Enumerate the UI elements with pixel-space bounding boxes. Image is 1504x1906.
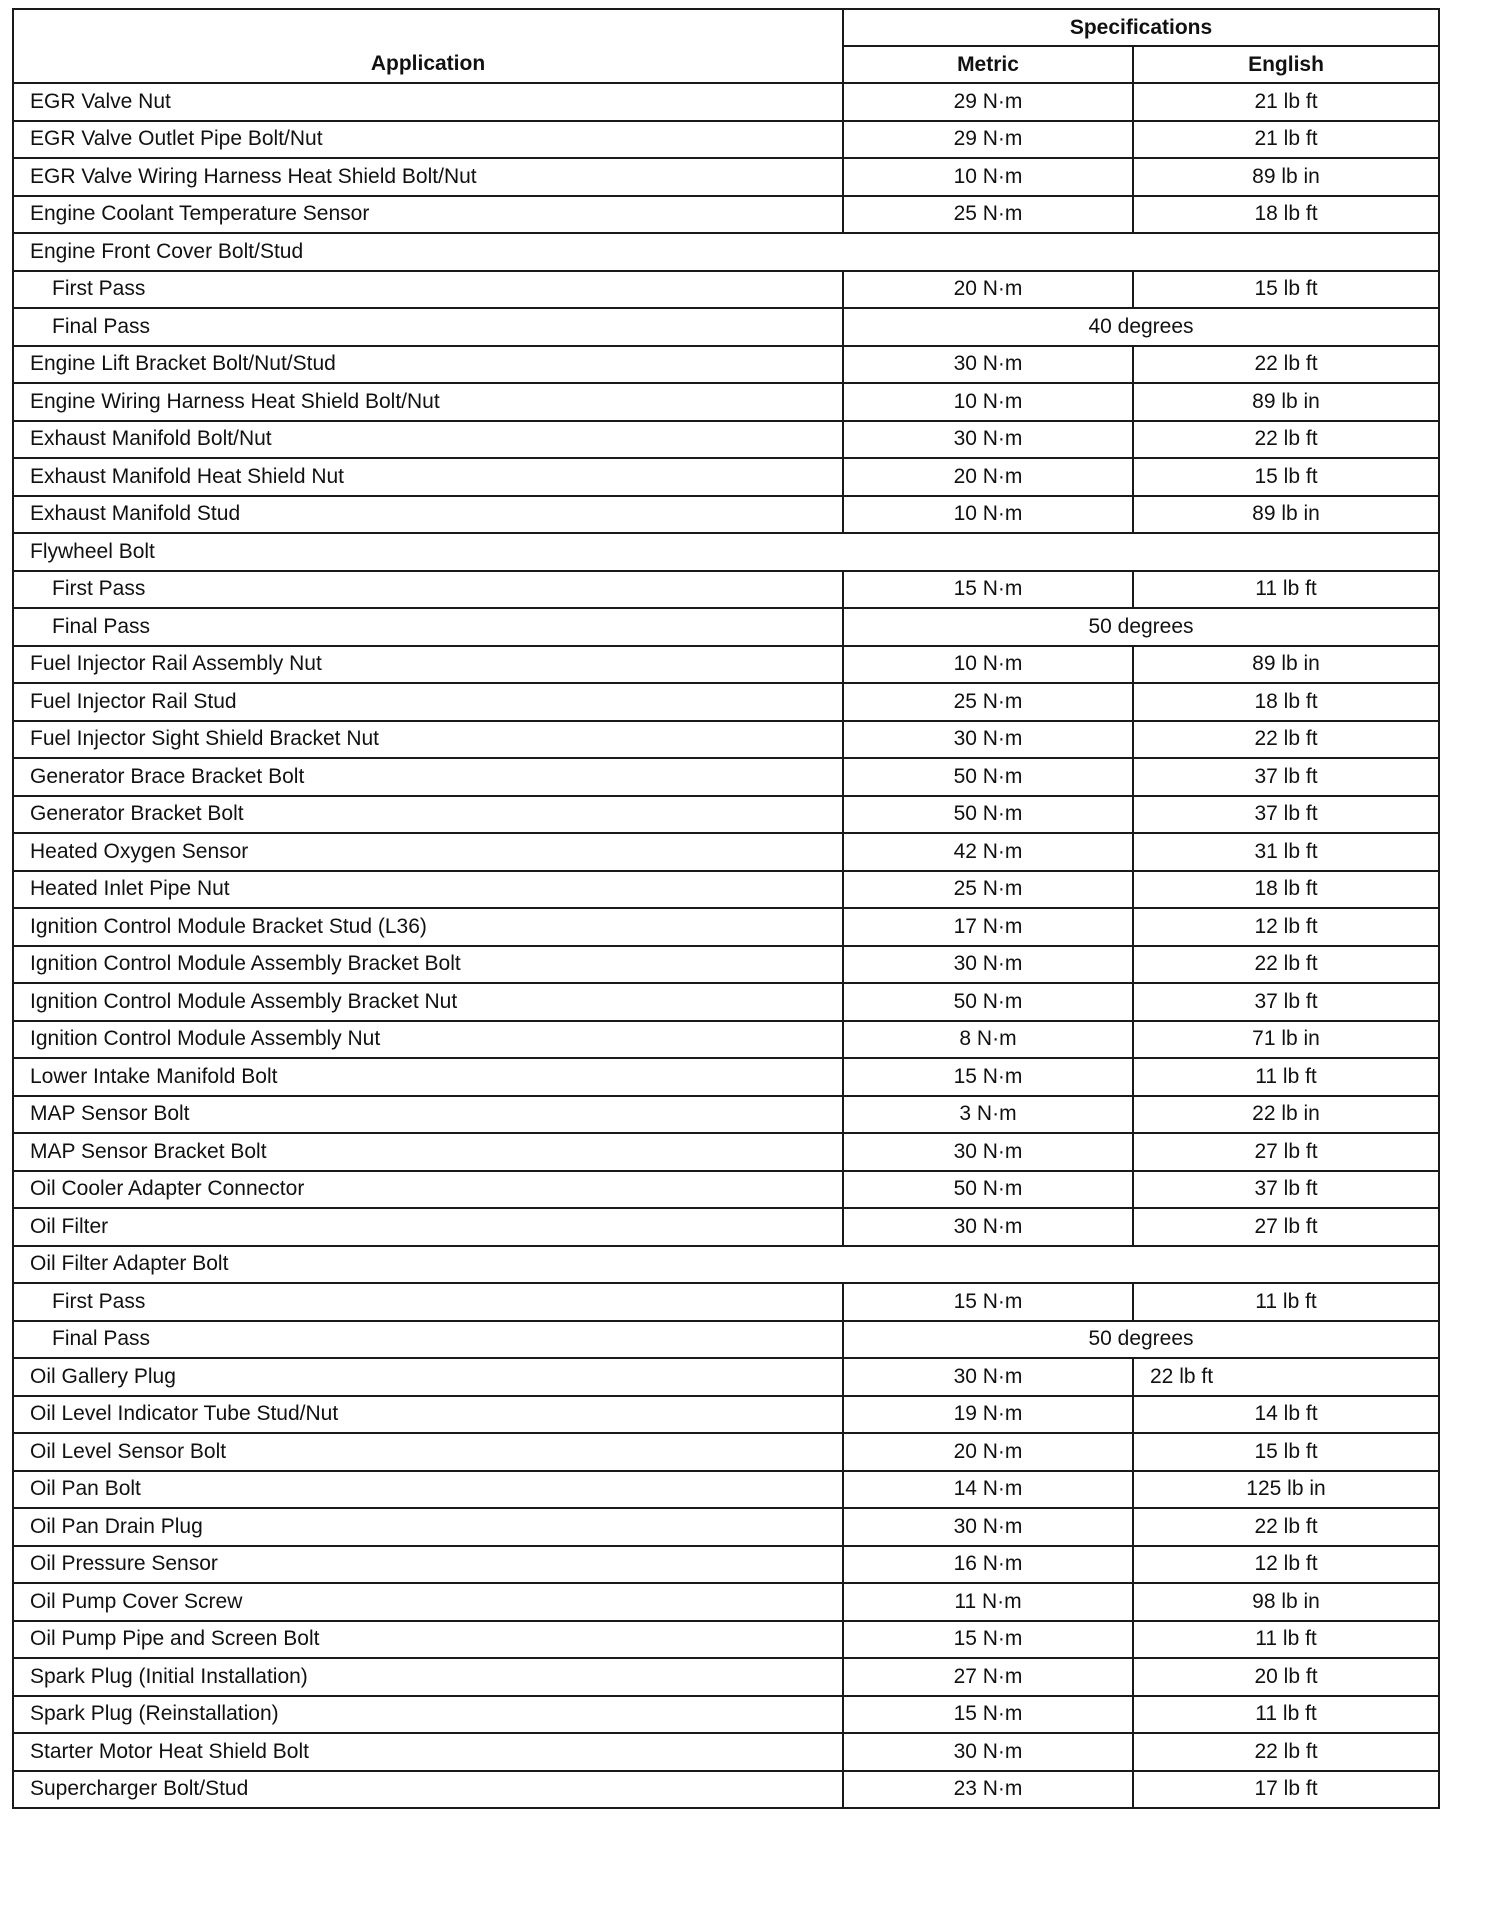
metric-value-cell: 42 N·m [843,833,1133,871]
application-cell: Spark Plug (Reinstallation) [13,1696,843,1734]
metric-value-cell: 11 N·m [843,1583,1133,1621]
sub-application-cell: Final Pass [13,608,843,646]
english-value-cell: 27 lb ft [1133,1208,1439,1246]
english-value-cell: 11 lb ft [1133,1696,1439,1734]
metric-value-cell: 15 N·m [843,571,1133,609]
english-value-cell: 22 lb in [1133,1096,1439,1134]
english-column-header: English [1133,46,1439,83]
english-value-cell: 21 lb ft [1133,83,1439,121]
table-row [13,1508,1439,1546]
english-value-cell: 12 lb ft [1133,908,1439,946]
metric-value-cell: 20 N·m [843,1433,1133,1471]
table-row [13,1733,1439,1771]
header-row-top [13,9,1439,46]
table-row [13,646,1439,684]
table-row [13,1396,1439,1434]
table-row [13,1621,1439,1659]
english-value-cell: 11 lb ft [1133,1621,1439,1659]
table-group-row [13,233,1439,271]
application-cell: Heated Oxygen Sensor [13,833,843,871]
table-row [13,1583,1439,1621]
metric-value-cell: 50 N·m [843,758,1133,796]
table-row [13,1171,1439,1209]
english-value-cell: 17 lb ft [1133,1771,1439,1809]
application-cell: EGR Valve Outlet Pipe Bolt/Nut [13,121,843,159]
metric-value-cell: 17 N·m [843,908,1133,946]
application-cell: Oil Pump Pipe and Screen Bolt [13,1621,843,1659]
table-row [13,1546,1439,1584]
application-cell: Flywheel Bolt [13,533,843,571]
application-column-header: Application [13,9,843,83]
sub-application-cell: First Pass [13,571,843,609]
table-row [13,983,1439,1021]
table-row [13,1321,1439,1359]
sub-application-cell: Final Pass [13,1321,843,1359]
english-value-cell: 21 lb ft [1133,121,1439,159]
table-row [13,1358,1439,1396]
application-cell: Oil Filter Adapter Bolt [13,1246,843,1284]
table-row [13,458,1439,496]
application-cell: Ignition Control Module Assembly Bracket Nut [13,983,843,1021]
metric-value-cell: 3 N·m [843,1096,1133,1134]
english-value-cell: 22 lb ft [1133,421,1439,459]
english-value-cell: 14 lb ft [1133,1396,1439,1434]
english-value-cell: 22 lb ft [1133,346,1439,384]
table-row [13,158,1439,196]
metric-value-cell: 20 N·m [843,458,1133,496]
table-body [13,83,1439,1808]
english-value-cell: 22 lb ft [1133,946,1439,984]
english-value-cell: 15 lb ft [1133,271,1439,309]
metric-value-cell: 30 N·m [843,1733,1133,1771]
table-row [13,833,1439,871]
english-value-cell: 22 lb ft [1133,1733,1439,1771]
table-row [13,83,1439,121]
application-cell: Heated Inlet Pipe Nut [13,871,843,909]
english-value-cell: 22 lb ft [1133,1508,1439,1546]
angle-spec-cell: 50 degrees [843,1321,1439,1359]
sub-application-cell: First Pass [13,1283,843,1321]
application-cell: Engine Front Cover Bolt/Stud [13,233,843,271]
sub-application-cell: Final Pass [13,308,843,346]
metric-value-cell: 50 N·m [843,983,1133,1021]
table-row [13,421,1439,459]
english-value-cell: 11 lb ft [1133,1283,1439,1321]
table-row [13,871,1439,909]
metric-value-cell: 30 N·m [843,1133,1133,1171]
table-row [13,946,1439,984]
metric-value-cell: 14 N·m [843,1471,1133,1509]
sub-application-cell: First Pass [13,271,843,309]
application-cell: Generator Bracket Bolt [13,796,843,834]
application-cell: Oil Gallery Plug [13,1358,843,1396]
application-cell: Exhaust Manifold Bolt/Nut [13,421,843,459]
english-value-cell: 22 lb ft [1133,721,1439,759]
table-row [13,383,1439,421]
application-cell: Generator Brace Bracket Bolt [13,758,843,796]
metric-value-cell: 10 N·m [843,646,1133,684]
english-value-cell: 125 lb in [1133,1471,1439,1509]
english-value-cell: 37 lb ft [1133,983,1439,1021]
english-value-cell: 89 lb in [1133,646,1439,684]
english-value-cell: 15 lb ft [1133,458,1439,496]
english-value-cell: 18 lb ft [1133,871,1439,909]
empty-spec-cell [843,233,1439,271]
metric-value-cell: 25 N·m [843,196,1133,234]
english-value-cell: 15 lb ft [1133,1433,1439,1471]
specifications-column-header: Specifications [843,9,1439,46]
table-row [13,308,1439,346]
english-value-cell: 98 lb in [1133,1583,1439,1621]
application-cell: Oil Level Sensor Bolt [13,1433,843,1471]
application-cell: Oil Pump Cover Screw [13,1583,843,1621]
application-cell: Ignition Control Module Assembly Nut [13,1021,843,1059]
english-value-cell: 20 lb ft [1133,1658,1439,1696]
metric-value-cell: 25 N·m [843,871,1133,909]
metric-value-cell: 19 N·m [843,1396,1133,1434]
metric-value-cell: 30 N·m [843,1208,1133,1246]
table-row [13,571,1439,609]
application-cell: Fuel Injector Rail Assembly Nut [13,646,843,684]
metric-value-cell: 15 N·m [843,1058,1133,1096]
english-value-cell: 37 lb ft [1133,1171,1439,1209]
english-value-cell: 11 lb ft [1133,571,1439,609]
metric-value-cell: 23 N·m [843,1771,1133,1809]
table-row [13,721,1439,759]
table-row [13,1471,1439,1509]
application-cell: Oil Pan Bolt [13,1471,843,1509]
table-row [13,796,1439,834]
metric-value-cell: 29 N·m [843,83,1133,121]
application-cell: MAP Sensor Bracket Bolt [13,1133,843,1171]
english-value-cell: 11 lb ft [1133,1058,1439,1096]
english-value-cell: 89 lb in [1133,158,1439,196]
application-cell: Ignition Control Module Bracket Stud (L36) [13,908,843,946]
application-cell: Exhaust Manifold Stud [13,496,843,534]
english-value-cell: 37 lb ft [1133,796,1439,834]
metric-value-cell: 16 N·m [843,1546,1133,1584]
metric-value-cell: 15 N·m [843,1283,1133,1321]
metric-value-cell: 15 N·m [843,1621,1133,1659]
table-row [13,608,1439,646]
table-row [13,1208,1439,1246]
table-row [13,683,1439,721]
application-cell: Engine Wiring Harness Heat Shield Bolt/Nut [13,383,843,421]
table-group-row [13,1246,1439,1284]
table-row [13,1133,1439,1171]
application-cell: Oil Pressure Sensor [13,1546,843,1584]
empty-spec-cell [843,533,1439,571]
table-row [13,1096,1439,1134]
application-cell: EGR Valve Wiring Harness Heat Shield Bolt/Nut [13,158,843,196]
metric-value-cell: 29 N·m [843,121,1133,159]
english-value-cell: 12 lb ft [1133,1546,1439,1584]
table-row [13,1696,1439,1734]
metric-value-cell: 30 N·m [843,421,1133,459]
metric-value-cell: 10 N·m [843,383,1133,421]
fastener-specifications-sheet [12,8,1438,1809]
application-cell: Oil Cooler Adapter Connector [13,1171,843,1209]
metric-value-cell: 50 N·m [843,1171,1133,1209]
english-value-cell: 89 lb in [1133,383,1439,421]
application-cell: Ignition Control Module Assembly Bracket Bolt [13,946,843,984]
metric-value-cell: 30 N·m [843,721,1133,759]
application-cell: Fuel Injector Rail Stud [13,683,843,721]
application-cell: Oil Level Indicator Tube Stud/Nut [13,1396,843,1434]
table-row [13,271,1439,309]
english-value-cell: 18 lb ft [1133,196,1439,234]
metric-value-cell: 50 N·m [843,796,1133,834]
table-row [13,121,1439,159]
empty-spec-cell [843,1246,1439,1284]
application-cell: Engine Coolant Temperature Sensor [13,196,843,234]
application-cell: Spark Plug (Initial Installation) [13,1658,843,1696]
metric-value-cell: 8 N·m [843,1021,1133,1059]
metric-value-cell: 25 N·m [843,683,1133,721]
metric-value-cell: 30 N·m [843,1358,1133,1396]
table-row [13,1658,1439,1696]
english-value-cell: 37 lb ft [1133,758,1439,796]
table-row [13,1058,1439,1096]
application-cell: Lower Intake Manifold Bolt [13,1058,843,1096]
metric-value-cell: 10 N·m [843,496,1133,534]
metric-value-cell: 15 N·m [843,1696,1133,1734]
application-cell: Engine Lift Bracket Bolt/Nut/Stud [13,346,843,384]
metric-column-header: Metric [843,46,1133,83]
table-row [13,908,1439,946]
application-cell: Oil Pan Drain Plug [13,1508,843,1546]
table-row [13,1283,1439,1321]
application-cell: Fuel Injector Sight Shield Bracket Nut [13,721,843,759]
table-row [13,1021,1439,1059]
english-value-cell: 22 lb ft [1133,1358,1439,1396]
table-row [13,1771,1439,1809]
english-value-cell: 31 lb ft [1133,833,1439,871]
metric-value-cell: 27 N·m [843,1658,1133,1696]
english-value-cell: 18 lb ft [1133,683,1439,721]
table-group-row [13,533,1439,571]
fastener-torque-table [12,8,1440,1809]
table-row [13,196,1439,234]
english-value-cell: 89 lb in [1133,496,1439,534]
metric-value-cell: 30 N·m [843,346,1133,384]
application-cell: Supercharger Bolt/Stud [13,1771,843,1809]
table-row [13,1433,1439,1471]
table-row [13,758,1439,796]
angle-spec-cell: 40 degrees [843,308,1439,346]
application-cell: Oil Filter [13,1208,843,1246]
application-cell: EGR Valve Nut [13,83,843,121]
metric-value-cell: 30 N·m [843,946,1133,984]
application-cell: Exhaust Manifold Heat Shield Nut [13,458,843,496]
english-value-cell: 71 lb in [1133,1021,1439,1059]
application-cell: MAP Sensor Bolt [13,1096,843,1134]
angle-spec-cell: 50 degrees [843,608,1439,646]
english-value-cell: 27 lb ft [1133,1133,1439,1171]
metric-value-cell: 10 N·m [843,158,1133,196]
table-row [13,346,1439,384]
metric-value-cell: 20 N·m [843,271,1133,309]
table-row [13,496,1439,534]
metric-value-cell: 30 N·m [843,1508,1133,1546]
application-cell: Starter Motor Heat Shield Bolt [13,1733,843,1771]
